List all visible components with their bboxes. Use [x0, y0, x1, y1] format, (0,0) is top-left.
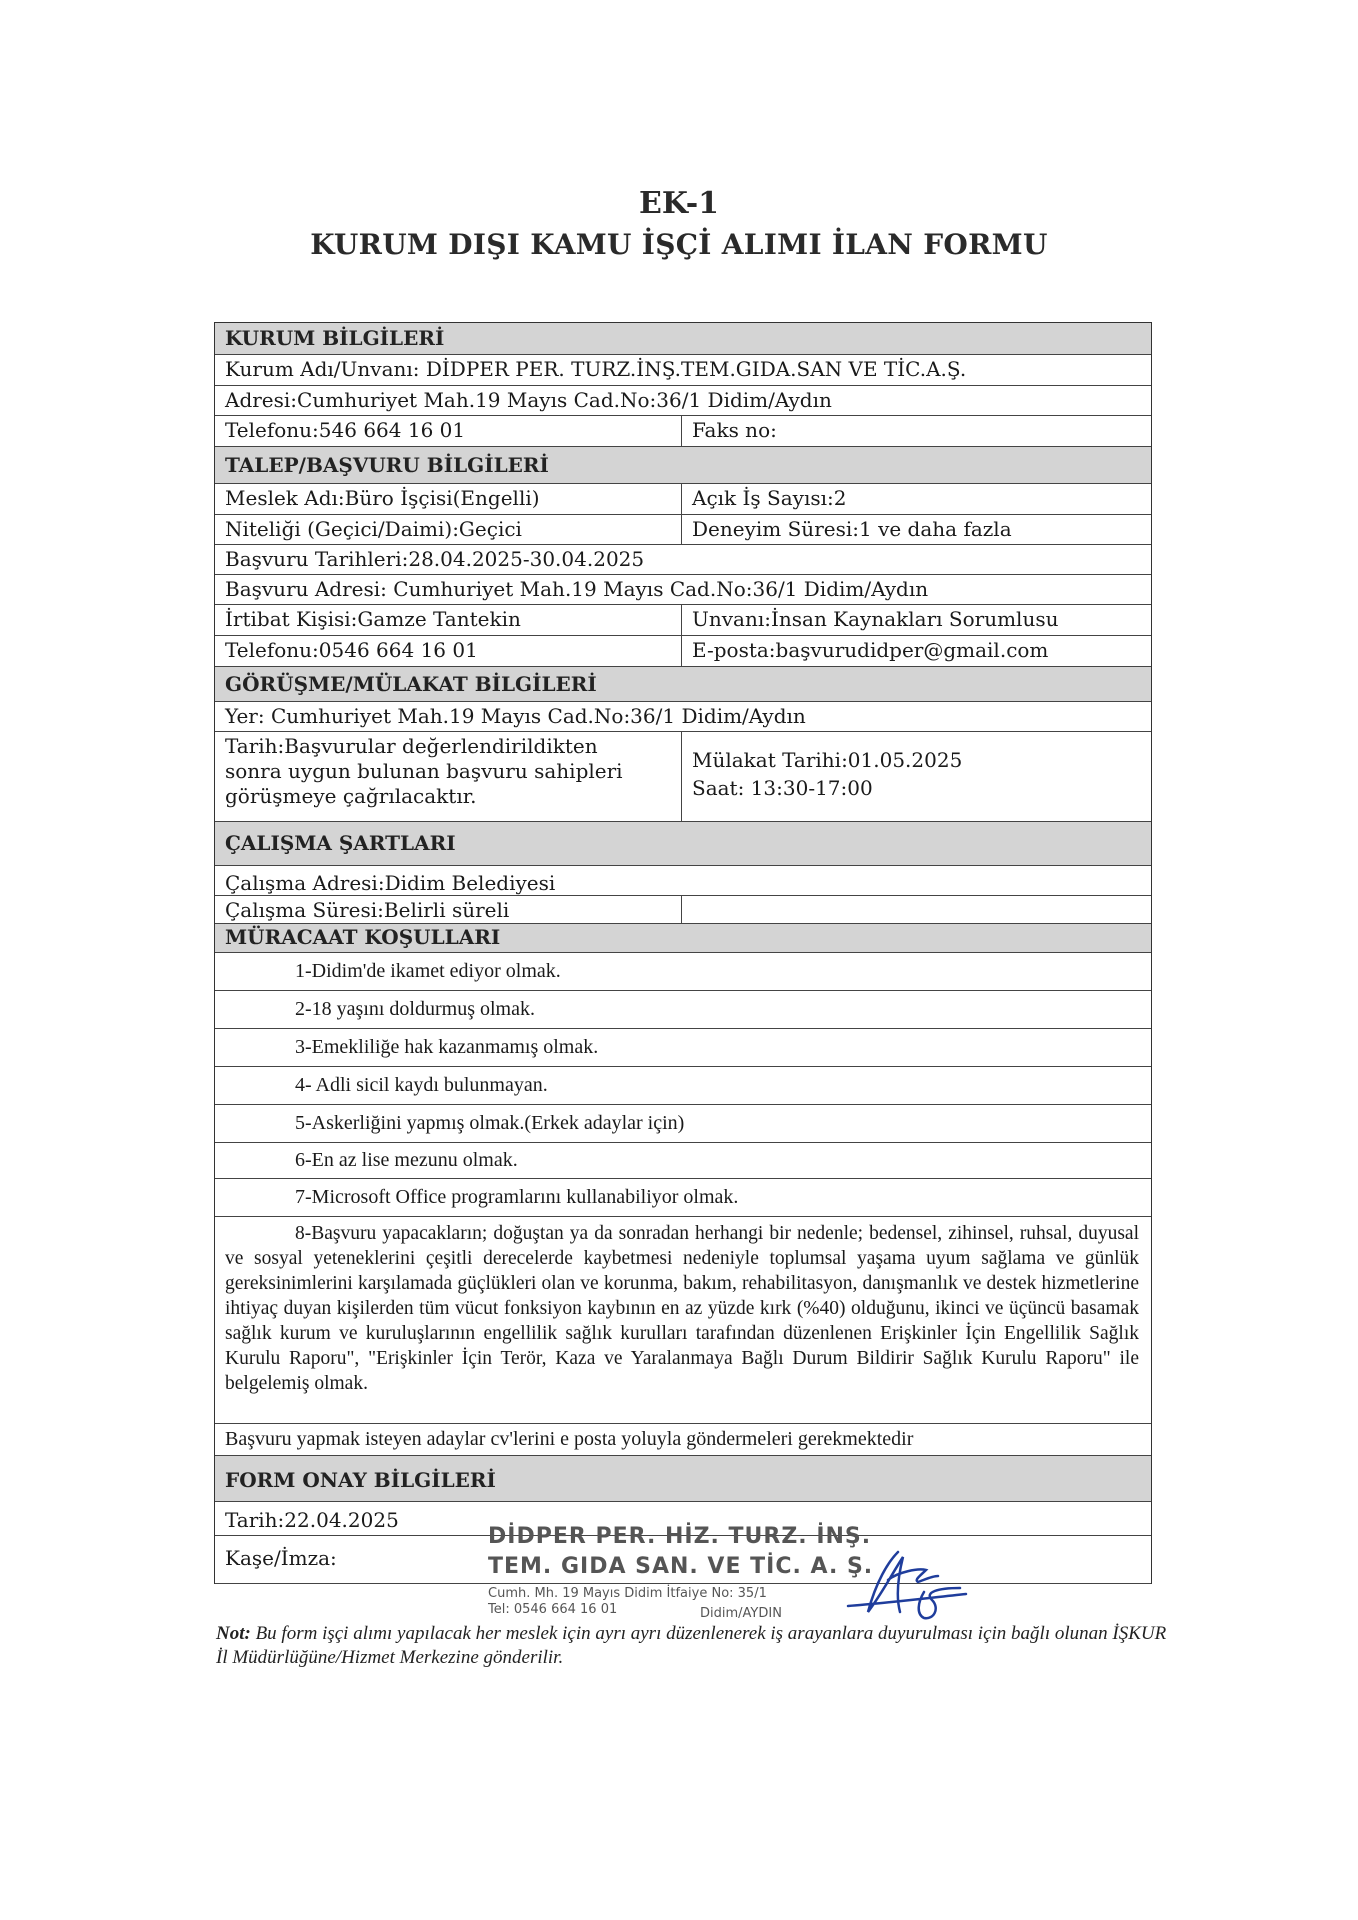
section-talep-header: [215, 447, 1151, 484]
stamp-line-2: TEM. GIDA SAN. VE TİC. A. Ş.: [488, 1554, 874, 1579]
condition-5: 5-Askerliğini yapmış olmak.(Erkek adaylar için): [295, 1112, 685, 1134]
handwritten-signature: [828, 1532, 968, 1632]
open-jobs-count: Açık İş Sayısı:2: [692, 486, 847, 510]
section-gorusme-header: [215, 667, 1151, 702]
institution-address: Adresi:Cumhuriyet Mah.19 Mayıs Cad.No:36/1 Didim/Aydın: [225, 388, 832, 412]
contact-person: İrtibat Kişisi:Gamze Tantekin: [215, 605, 682, 635]
occupation-name: Meslek Adı:Büro İşçisi(Engelli): [215, 484, 682, 514]
section-title: MÜRACAAT KOŞULLARI: [215, 924, 1151, 952]
section-kurum-header: [215, 323, 1151, 355]
institution-name: Kurum Adı/Unvanı: DİDPER PER. TURZ.İNŞ.TEM.GIDA.SAN VE TİC.A.Ş.: [225, 357, 967, 381]
work-address: Çalışma Adresi:Didim Belediyesi: [225, 871, 556, 895]
stamp-line-1: DİDPER PER. HİZ. TURZ. İNŞ.: [488, 1524, 872, 1549]
interview-date-note-line3: görüşmeye çağrılacaktır.: [225, 784, 477, 808]
stamp-signature-label: Kaşe/İmza:: [225, 1546, 337, 1570]
experience-duration: Deneyim Süresi:1 ve daha fazla: [692, 517, 1012, 541]
condition-1: 1-Didim'de ikamet ediyor olmak.: [295, 960, 561, 982]
section-title: FORM ONAY BİLGİLERİ: [215, 1456, 1151, 1501]
interview-date-note-line1: Tarih:Başvurular değerlendirildikten: [225, 734, 598, 758]
interview-date-note-line2: sonra uygun bulunan başvuru sahipleri: [225, 759, 623, 783]
condition-8: 8-Başvuru yapacakların; doğuştan ya da sonradan herhangi bir nedenle; bedensel, zihinsel, ruhsal, duyusal ve sosyal yeteneklerini çeşitli derecelerde kaybetmesi nedeniyle toplumsal yaşama uyum sağlama ve günlük gereksinimlerini karşılamada güçlükleri olan ve korunma, bakım, rehabilitasyon, danışmanlık ve destek hizmetlerine ihtiyaç duyan kişilerden tüm vücut fonksiyon kaybının en az yüzde kırk (%40) olduğunu, ikinci ve üçüncü basamak sağlık kurum ve kuruluşlarının engellilik sağlık kurulları tarafından düzenlenen Erişkinler İçin Engellilik Sağlık Kurulu Raporu", "Erişkinler İçin Terör, Kaza ve Yaralanmaya Bağlı Durum Bildirir Sağlık Kurulu Raporu" ile belgelemiş olmak.: [225, 1223, 1139, 1394]
section-title: KURUM BİLGİLERİ: [215, 323, 1151, 354]
job-nature: Niteliği (Geçici/Daimi):Geçici: [215, 515, 682, 544]
section-onay-header: [215, 1456, 1151, 1502]
section-title: TALEP/BAŞVURU BİLGİLERİ: [215, 447, 1151, 483]
stamp-line-3: Cumh. Mh. 19 Mayıs Didim İtfaiye No: 35/1: [488, 1586, 767, 1601]
footer-note: [216, 1622, 1176, 1670]
footer-note-label: Not:: [216, 1623, 251, 1644]
section-calisma-header: [215, 822, 1151, 866]
institution-fax: Faks no:: [692, 418, 777, 442]
work-duration: Çalışma Süresi:Belirli süreli: [215, 896, 682, 923]
cv-submission-note: Başvuru yapmak isteyen adaylar cv'lerini e posta yoluyla göndermeleri gerekmektedir: [225, 1428, 914, 1450]
section-title: ÇALIŞMA ŞARTLARI: [215, 822, 1151, 865]
contact-email: E-posta:başvurudidper@gmail.com: [692, 638, 1049, 662]
approval-date: Tarih:22.04.2025: [225, 1508, 399, 1532]
application-address: Başvuru Adresi: Cumhuriyet Mah.19 Mayıs Cad.No:36/1 Didim/Aydın: [225, 577, 929, 601]
interview-place: Yer: Cumhuriyet Mah.19 Mayıs Cad.No:36/1 Didim/Aydın: [225, 704, 806, 728]
condition-4: 4- Adli sicil kaydı bulunmayan.: [295, 1074, 548, 1096]
stamp-line-5: Didim/AYDIN: [700, 1606, 782, 1621]
interview-time: Saat: 13:30-17:00: [692, 776, 873, 800]
footer-note-text: Bu form işçi alımı yapılacak her meslek için ayrı ayrı düzenlenerek iş arayanlara duyurulması için bağlı olunan İŞKUR İl Müdürlüğüne/Hizmet Merkezine gönderilir.: [216, 1623, 1167, 1668]
condition-3: 3-Emekliliğe hak kazanmamış olmak.: [295, 1036, 599, 1058]
section-muracaat-header: [215, 924, 1151, 953]
page-title: KURUM DIŞI KAMU İŞÇİ ALIMI İLAN FORMU: [310, 228, 1048, 261]
institution-phone: Telefonu:546 664 16 01: [215, 416, 682, 446]
announcement-form: [214, 322, 1152, 1584]
stamp-line-4: Tel: 0546 664 16 01: [488, 1602, 618, 1617]
annex-label: EK-1: [638, 186, 720, 221]
contact-title: Unvanı:İnsan Kaynakları Sorumlusu: [692, 607, 1059, 631]
application-dates: Başvuru Tarihleri:28.04.2025-30.04.2025: [225, 547, 645, 571]
condition-6: 6-En az lise mezunu olmak.: [295, 1149, 518, 1171]
contact-phone: Telefonu:0546 664 16 01: [215, 636, 682, 666]
condition-7: 7-Microsoft Office programlarını kullanabiliyor olmak.: [295, 1186, 739, 1208]
condition-2: 2-18 yaşını doldurmuş olmak.: [295, 998, 535, 1020]
section-title: GÖRÜŞME/MÜLAKAT BİLGİLERİ: [215, 667, 1151, 701]
interview-date: Mülakat Tarihi:01.05.2025: [692, 748, 963, 772]
